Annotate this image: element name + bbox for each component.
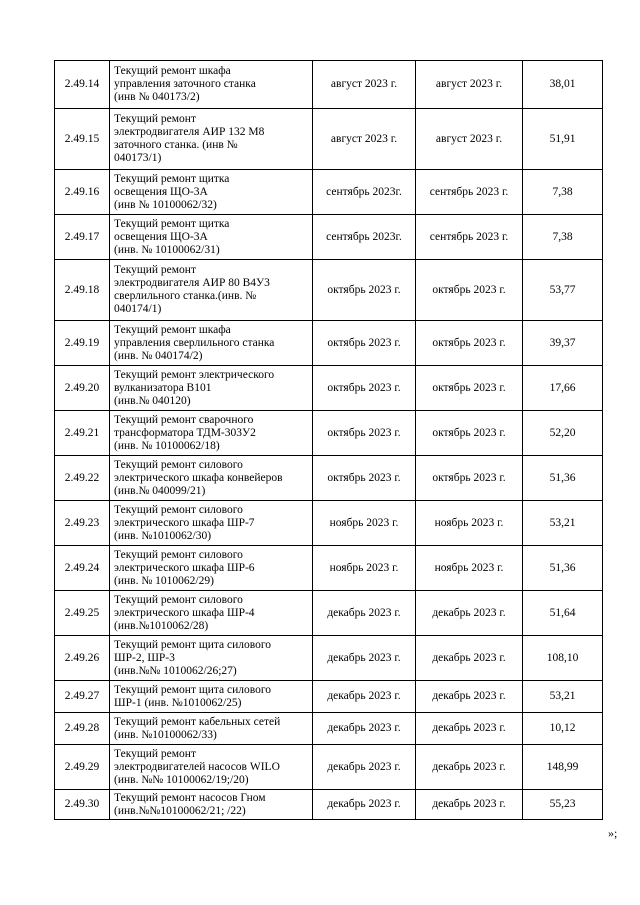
start-date: октябрь 2023 г.: [313, 260, 416, 321]
end-date: декабрь 2023 г.: [416, 681, 523, 713]
end-date: декабрь 2023 г.: [416, 745, 523, 790]
work-description: Текущий ремонт щитка освещения ЩО-3А (инв № 10100062/32): [110, 170, 313, 215]
start-date: октябрь 2023 г.: [313, 411, 416, 456]
work-description: Текущий ремонт силового электрического шкафа ШР-6 (инв. № 1010062/29): [110, 546, 313, 591]
cost-value: 148,99: [523, 745, 603, 790]
cost-value: 53,77: [523, 260, 603, 321]
table-row: [55, 215, 603, 260]
start-date: октябрь 2023 г.: [313, 456, 416, 501]
work-description: Текущий ремонт силового электрического шкафа конвейеров (инв.№ 040099/21): [110, 456, 313, 501]
work-description: Текущий ремонт шкафа управления сверлильного станка (инв. № 040174/2): [110, 321, 313, 366]
closing-quote: »;: [608, 826, 618, 840]
start-date: декабрь 2023 г.: [313, 636, 416, 681]
end-date: декабрь 2023 г.: [416, 636, 523, 681]
row-number: 2.49.29: [55, 745, 110, 790]
end-date: октябрь 2023 г.: [416, 411, 523, 456]
cost-value: 53,21: [523, 501, 603, 546]
cost-value: 53,21: [523, 681, 603, 713]
end-date: октябрь 2023 г.: [416, 456, 523, 501]
end-date: сентябрь 2023 г.: [416, 215, 523, 260]
cost-value: 55,23: [523, 790, 603, 820]
start-date: декабрь 2023 г.: [313, 745, 416, 790]
work-description: Текущий ремонт электрического вулканизатора В101 (инв.№ 040120): [110, 366, 313, 411]
cost-value: 39,37: [523, 321, 603, 366]
table-row: [55, 109, 603, 170]
cost-value: 51,64: [523, 591, 603, 636]
start-date: октябрь 2023 г.: [313, 366, 416, 411]
row-number: 2.49.23: [55, 501, 110, 546]
table-row: [55, 321, 603, 366]
table-row: [55, 745, 603, 790]
work-description: Текущий ремонт силового электрического шкафа ШР-4 (инв.№1010062/28): [110, 591, 313, 636]
end-date: ноябрь 2023 г.: [416, 546, 523, 591]
table-row: [55, 681, 603, 713]
cost-value: 51,36: [523, 456, 603, 501]
row-number: 2.49.18: [55, 260, 110, 321]
work-description: Текущий ремонт насосов Гном (инв.№№10100062/21; /22): [110, 790, 313, 820]
cost-value: 10,12: [523, 713, 603, 745]
row-number: 2.49.17: [55, 215, 110, 260]
cost-value: 7,38: [523, 170, 603, 215]
row-number: 2.49.22: [55, 456, 110, 501]
work-description: Текущий ремонт щитка освещения ЩО-3А (инв. № 10100062/31): [110, 215, 313, 260]
end-date: декабрь 2023 г.: [416, 591, 523, 636]
end-date: сентябрь 2023 г.: [416, 170, 523, 215]
start-date: сентябрь 2023г.: [313, 215, 416, 260]
work-description: Текущий ремонт шкафа управления заточного станка (инв № 040173/2): [110, 61, 313, 109]
table-row: [55, 636, 603, 681]
table-row: [55, 591, 603, 636]
row-number: 2.49.25: [55, 591, 110, 636]
table-row: [55, 546, 603, 591]
work-description: Текущий ремонт электродвигателя АИР 80 В4У3 сверлильного станка.(инв. № 040174/1): [110, 260, 313, 321]
cost-value: 51,91: [523, 109, 603, 170]
row-number: 2.49.15: [55, 109, 110, 170]
cost-value: 38,01: [523, 61, 603, 109]
end-date: август 2023 г.: [416, 109, 523, 170]
table-row: [55, 790, 603, 820]
row-number: 2.49.20: [55, 366, 110, 411]
cost-value: 17,66: [523, 366, 603, 411]
row-number: 2.49.28: [55, 713, 110, 745]
cost-value: 7,38: [523, 215, 603, 260]
start-date: август 2023 г.: [313, 61, 416, 109]
row-number: 2.49.21: [55, 411, 110, 456]
works-table: [54, 60, 603, 820]
row-number: 2.49.14: [55, 61, 110, 109]
start-date: сентябрь 2023г.: [313, 170, 416, 215]
cost-value: 52,20: [523, 411, 603, 456]
end-date: декабрь 2023 г.: [416, 713, 523, 745]
end-date: август 2023 г.: [416, 61, 523, 109]
table-row: [55, 260, 603, 321]
row-number: 2.49.24: [55, 546, 110, 591]
row-number: 2.49.19: [55, 321, 110, 366]
table-row: [55, 713, 603, 745]
start-date: декабрь 2023 г.: [313, 790, 416, 820]
cost-value: 108,10: [523, 636, 603, 681]
table-row: [55, 411, 603, 456]
end-date: октябрь 2023 г.: [416, 366, 523, 411]
end-date: декабрь 2023 г.: [416, 790, 523, 820]
work-description: Текущий ремонт силового электрического шкафа ШР-7 (инв. №1010062/30): [110, 501, 313, 546]
table-row: [55, 61, 603, 109]
start-date: декабрь 2023 г.: [313, 591, 416, 636]
table-row: [55, 170, 603, 215]
work-description: Текущий ремонт щита силового ШР-2, ШР-3 (инв.№№ 1010062/26;27): [110, 636, 313, 681]
table-row: [55, 501, 603, 546]
works-table-body: [55, 61, 603, 820]
row-number: 2.49.16: [55, 170, 110, 215]
work-description: Текущий ремонт электродвигателя АИР 132 М8 заточного станка. (инв № 040173/1): [110, 109, 313, 170]
cost-value: 51,36: [523, 546, 603, 591]
end-date: октябрь 2023 г.: [416, 260, 523, 321]
end-date: ноябрь 2023 г.: [416, 501, 523, 546]
table-row: [55, 456, 603, 501]
work-description: Текущий ремонт электродвигателей насосов WILO (инв. №№ 10100062/19;/20): [110, 745, 313, 790]
work-description: Текущий ремонт сварочного трансформатора ТДМ-303У2 (инв. № 10100062/18): [110, 411, 313, 456]
start-date: декабрь 2023 г.: [313, 681, 416, 713]
start-date: октябрь 2023 г.: [313, 321, 416, 366]
start-date: ноябрь 2023 г.: [313, 546, 416, 591]
row-number: 2.49.27: [55, 681, 110, 713]
work-description: Текущий ремонт щита силового ШР-1 (инв. №1010062/25): [110, 681, 313, 713]
table-row: [55, 366, 603, 411]
work-description: Текущий ремонт кабельных сетей (инв. №10100062/33): [110, 713, 313, 745]
start-date: август 2023 г.: [313, 109, 416, 170]
end-date: октябрь 2023 г.: [416, 321, 523, 366]
start-date: ноябрь 2023 г.: [313, 501, 416, 546]
row-number: 2.49.30: [55, 790, 110, 820]
start-date: декабрь 2023 г.: [313, 713, 416, 745]
row-number: 2.49.26: [55, 636, 110, 681]
